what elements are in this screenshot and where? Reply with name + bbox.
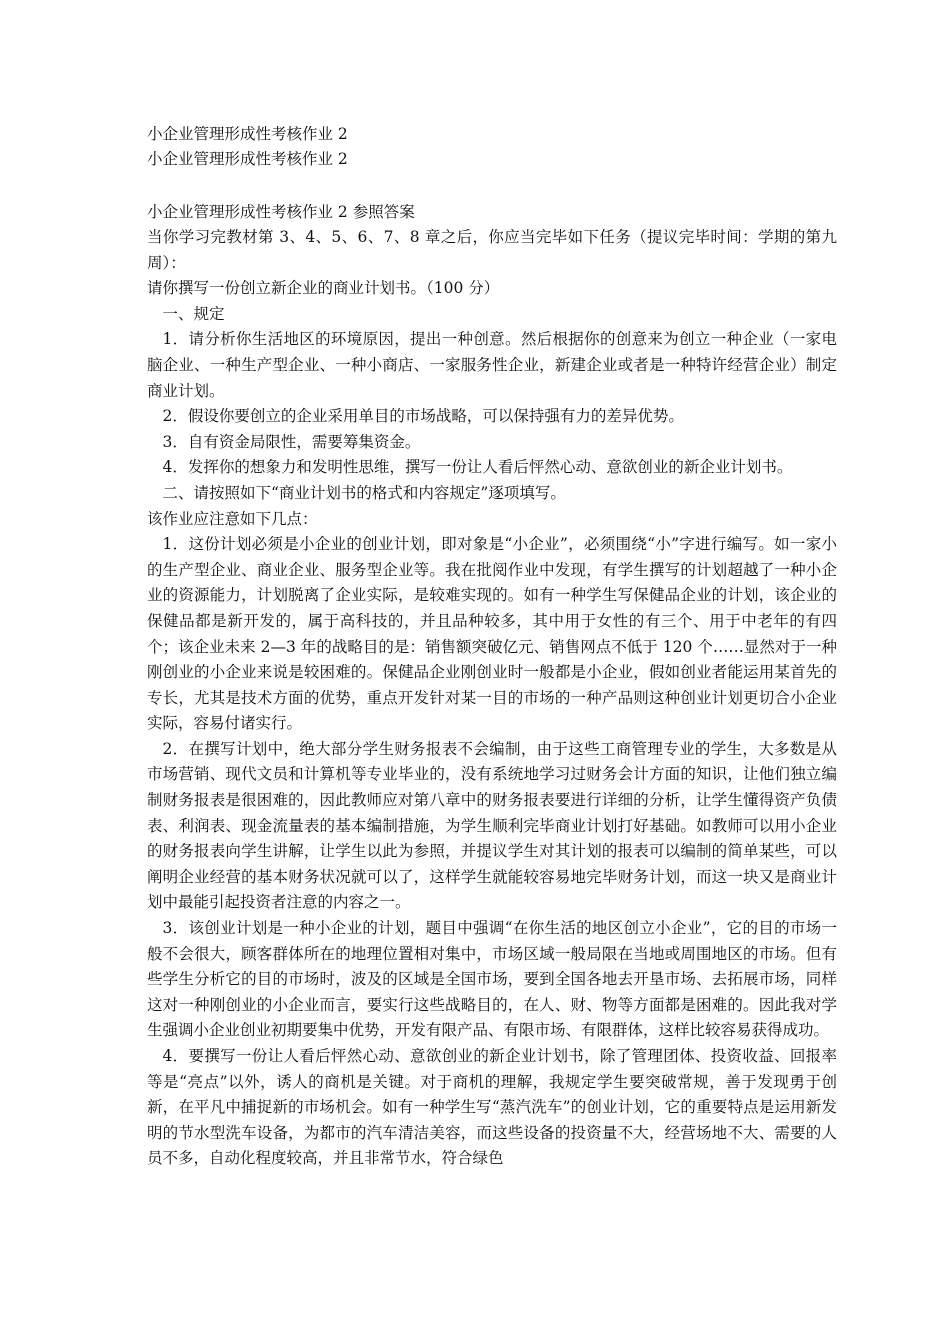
document-title-repeat: 小企业管理形成性考核作业 2 [147, 150, 348, 168]
paragraph-task: 请你撰写一份创立新企业的商业计划书。（100 分） [147, 279, 500, 298]
note-item-1: 1．这份计划必须是小企业的创业计划，即对象是“小企业”，必须围绕“小”字进行编写。如一家小的生产型企业、商业企业、服务型企业等。我在批阅作业中发现，有学生撰写的计划超越了一种小企业的资源能力，计划脱离了企业实际，是较难实现的。如有一种学生写保健品企业的计划，该企业的保健品都是新开发的，属于高科技的，并且品种较多，其中用于女性的有三个、用于中老年的有四个；该企业未来 2—3 年的战略目的是：销售额突破亿元、销售网点不低于 120 个……显然对于一种刚创业的小企业来说是较困难的。保健品企业刚创业时一般都是小企业，假如创业者能运用某首先的专长，尤其是技术方面的优势，重点开发针对某一目的市场的一种产品则这种创业计划更切合小企业实际，容易付诸实行。 [147, 535, 837, 733]
requirement-item-2: 2．假设你要创立的企业采用单目的市场战略，可以保持强有力的差异优势。 [162, 407, 684, 426]
note-item-2: 2．在撰写计划中，绝大部分学生财务报表不会编制，由于这些工商管理专业的学生，大多数是从市场营销、现代文员和计算机等专业毕业的，没有系统地学习过财务会计方面的知识，让他们独立编制财务报表是很困难的，因此教师应对第八章中的财务报表要进行详细的分析，让学生懂得资产负债表、利润表、现金流量表的基本编制措施，为学生顺利完毕商业计划打好基础。如教师可以用小企业的财务报表向学生讲解，让学生以此为参照，并提议学生对其计划的报表可以编制的简单某些，可以阐明企业经营的基本财务状况就可以了，这样学生就能较容易地完毕财务计划，而这一块又是商业计划中最能引起投资者注意的内容之一。 [147, 739, 837, 912]
title-spacer [147, 172, 837, 200]
requirement-item-1: 1．请分析你生活地区的环境原因，提出一种创意。然后根据你的创意来为创立一种企业（一家电脑企业、一种生产型企业、一种小商店、一家服务性企业，新建企业或者是一种特许经营企业）制定商业计划。 [147, 330, 837, 400]
section-heading-format: 二、请按照如下“商业计划书的格式和内容规定”逐项填写。 [162, 483, 566, 502]
section-heading-requirements: 一、规定 [162, 304, 225, 323]
note-item-4: 4．要撰写一份让人看后怦然心动、意欲创业的新企业计划书，除了管理团体、投资收益、回报率等是“亮点”以外，诱人的商机是关键。对于商机的理解，我规定学生要突破常规，善于发现勇于创新，在平凡中捕捉新的市场机会。如有一种学生写“蒸汽洗车”的创业计划，它的重要特点是运用新发明的节水型洗车设备，为都市的汽车清洁美容，而这些设备的投资量不大，经营场地不大、需要的人员不多，自动化程度较高，并且非常节水，符合绿色 [147, 1047, 837, 1168]
document-body [147, 225, 837, 1172]
document-page [147, 122, 837, 1172]
paragraph-task-intro: 当你学习完教材第 3、4、5、6、7、8 章之后，你应当完毕如下任务（提议完毕时间：学期的第九周）： [147, 228, 837, 272]
notes-heading: 该作业应注意如下几点： [147, 509, 318, 528]
note-item-3: 3．该创业计划是一种小企业的计划，题目中强调“在你生活的地区创立小企业”，它的目的市场一般不会很大，顾客群体所在的地理位置相对集中，市场区域一般局限在当地或周围地区的市场。但有些学生分析它的目的市场时，波及的区域是全国市场，要到全国各地去开垦市场、去拓展市场，同样这对一种刚创业的小企业而言，要实行这些战略目的，在人、财、物等方面都是困难的。因此我对学生强调小企业创业初期要集中优势，开发有限产品、有限市场、有限群体，这样比较容易获得成功。 [147, 919, 837, 1040]
answer-title: 小企业管理形成性考核作业 2 参照答案 [147, 203, 415, 221]
document-title: 小企业管理形成性考核作业 2 [147, 125, 348, 143]
requirement-item-4: 4．发挥你的想象力和发明性思维，撰写一份让人看后怦然心动、意欲创业的新企业计划书。 [162, 458, 793, 477]
requirement-item-3: 3．自有资金局限性，需要筹集资金。 [162, 432, 421, 451]
